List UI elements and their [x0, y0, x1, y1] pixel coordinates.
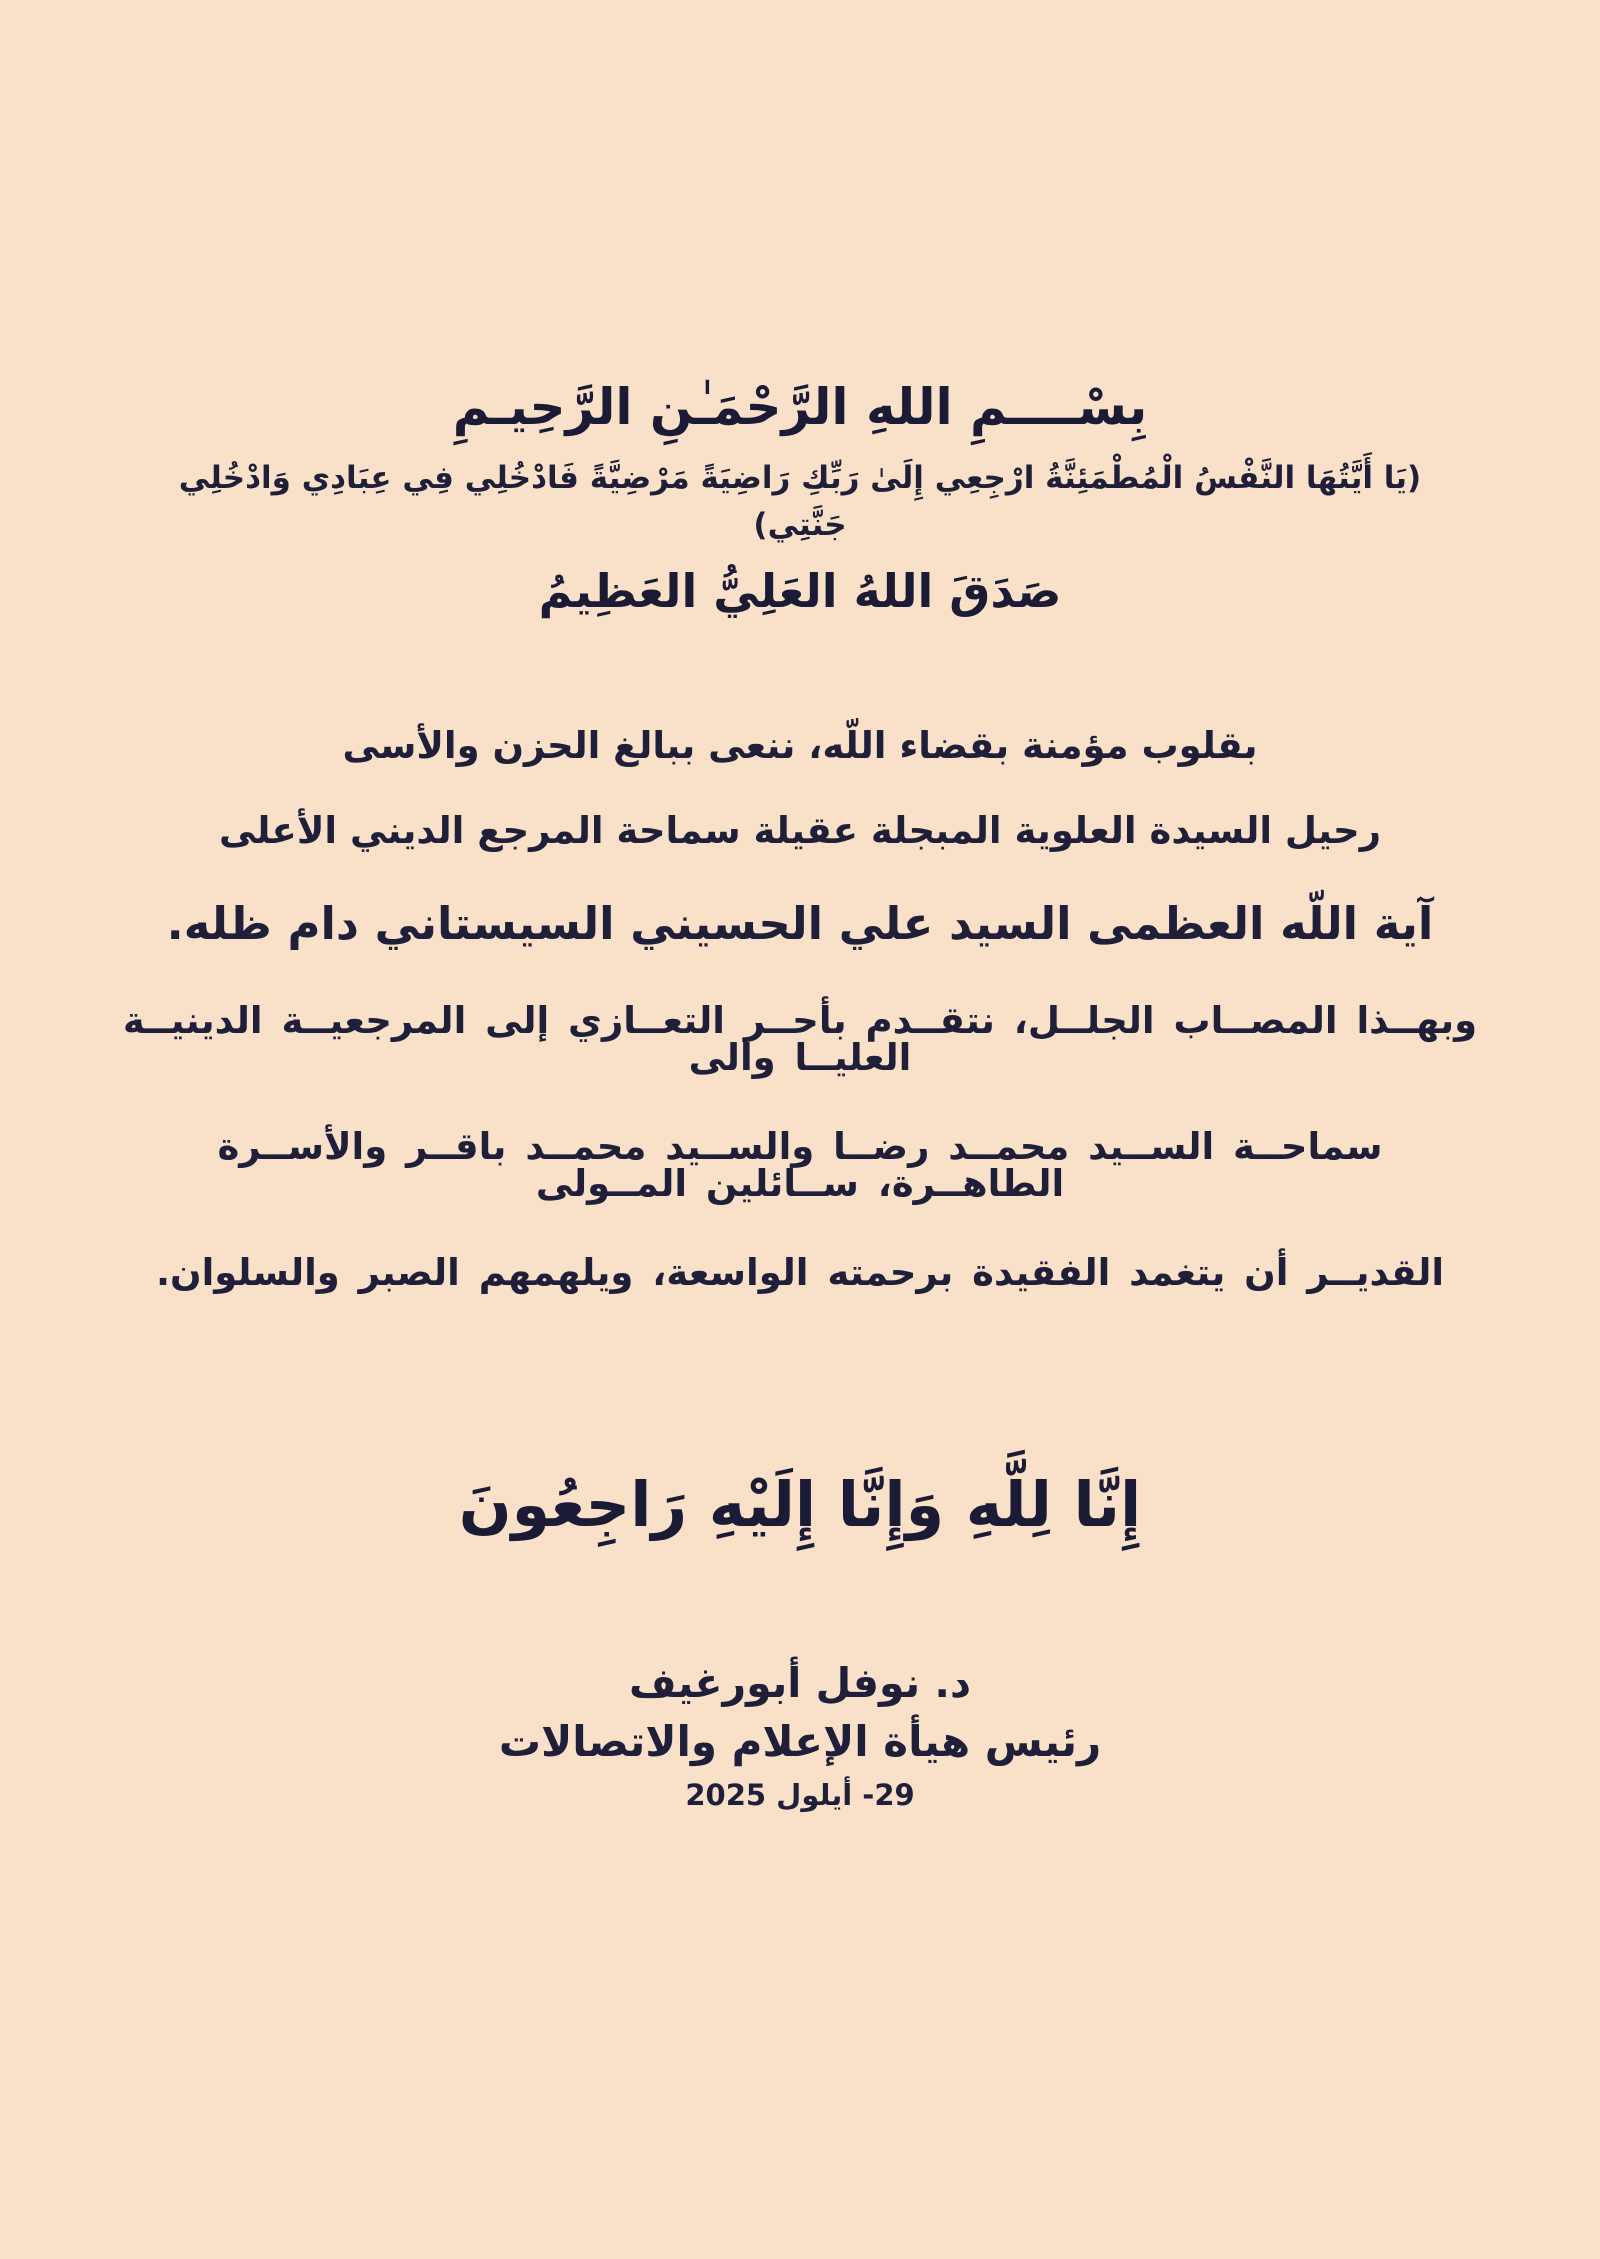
deceased-husband-name-line: آية اللّه العظمى السيد علي الحسيني السيستاني دام ظله.: [166, 897, 1434, 951]
condolence-subject-line: رحيل السيدة العلوية المبجلة عقيلة سماحة المرجع الديني الأعلى: [219, 809, 1381, 853]
condolence-intro-line: بقلوب مؤمنة بقضاء اللّه، ننعى ببالغ الحزن والأسى: [342, 724, 1258, 768]
bismillah-calligraphy: بِسْــــمِ اللهِ الرَّحْمَـٰنِ الرَّحِيـمِ: [452, 378, 1148, 436]
sadaqallah-calligraphy: صَدَقَ اللهُ العَلِيُّ العَظِيمُ: [538, 564, 1062, 618]
announcement-date: 29- أيلول 2025: [685, 1778, 915, 1813]
istirja-calligraphy: إِنَّا لِلَّهِ وَإِنَّا إِلَيْهِ رَاجِعُونَ: [458, 1468, 1142, 1542]
condolence-paragraph-line-2: سماحــة الســيد محمــد رضــا والســيد محمــد باقــر والأســرة الطاهــرة، ســائلين المــولى: [217, 1125, 1383, 1206]
condolence-paragraph-line-1: وبهــذا المصــاب الجلــل، نتقــدم بأحــر التعــازي إلى المرجعيــة الدينيــة العليــا والى: [122, 999, 1478, 1080]
condolence-paragraph-line-3: القديــر أن يتغمد الفقيدة برحمته الواسعة، ويلهمهم الصبر والسلوان.: [155, 1251, 1445, 1295]
quran-verse: (يَا أَيَّتُهَا النَّفْسُ الْمُطْمَئِنَّةُ ارْجِعِي إِلَىٰ رَبِّكِ رَاضِيَةً مَرْضِيَّةً فَادْخُلِي فِي عِبَادِي وَادْخُلِي جَنَّتِي): [178, 460, 1422, 543]
signatory-name: د. نوفل أبورغيف: [628, 1659, 972, 1708]
signatory-title: رئيس هيأة الإعلام والاتصالات: [498, 1717, 1102, 1767]
